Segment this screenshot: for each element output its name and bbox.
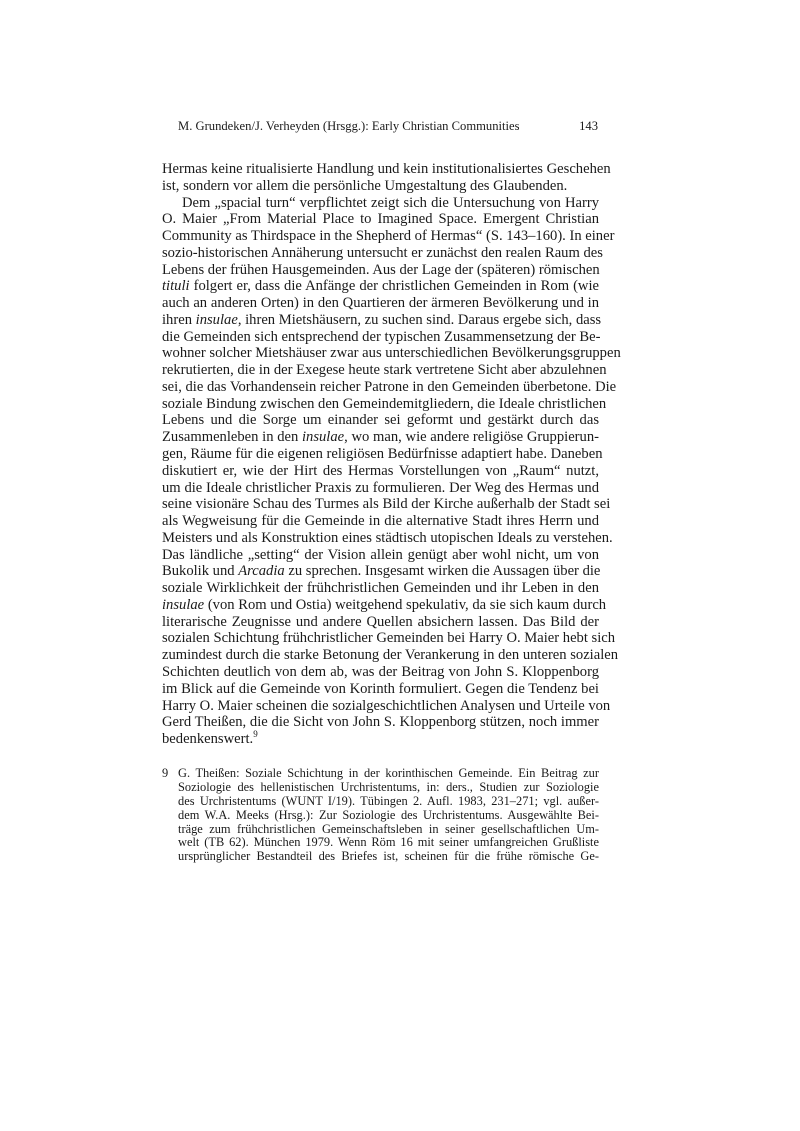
text-line: [162, 614, 599, 631]
text-line: [162, 329, 599, 346]
text-line: [162, 547, 599, 564]
text-line: [162, 161, 611, 178]
text-run: seine visionäre Schau des Turmes als Bild der Kirche außerhalb der Stadt sei: [162, 496, 611, 513]
text-run: ihren: [162, 311, 196, 328]
text-run: um die Ideale christlicher Praxis zu formulieren. Der Weg des Hermas und: [162, 479, 599, 496]
text-run: diskutiert er, wie der Hirt des Hermas Vorstellungen von „Raum“ nutzt,: [162, 462, 599, 479]
text-line: [162, 211, 599, 228]
text-run: folgert er, dass die Anfänge der christlichen Gemeinden in Rom (wie: [189, 278, 599, 295]
text-line: [162, 563, 599, 580]
text-run: rekrutierten, die in der Exegese heute stark vertretene Sicht aber abzulehnen: [162, 362, 607, 379]
text-run: Hermas keine ritualisierte Handlung und kein institutionalisiertes Geschehen: [162, 161, 611, 177]
footnote-number: 9: [162, 766, 169, 780]
footnote-reference[interactable]: 9: [253, 729, 258, 740]
footnote-text: [178, 767, 599, 864]
italic-term: Arcadia: [238, 563, 285, 580]
text-line: [162, 412, 599, 429]
text-run: Das ländliche „setting“ der Vision allein genügt aber wohl nicht, um von: [162, 546, 599, 563]
text-line: [162, 596, 607, 614]
text-line: [162, 228, 615, 245]
text-run: als Wegweisung für die Gemeinde in die alternative Stadt ihres Herrn und: [162, 513, 599, 530]
body-text: [162, 161, 621, 748]
footnote-line: Soziologie des hellenistischen Urchristentums, in: ders., Studien zur Soziologie: [178, 779, 599, 794]
page-number: 143: [579, 119, 598, 133]
text-run: zumindest durch die starke Betonung der Verankerung in den unteren sozialen: [162, 647, 619, 664]
running-title: M. Grundeken/J. Verheyden (Hrsgg.): Early Christian Communities: [178, 119, 520, 133]
text-run: Zusammenleben in den: [162, 429, 302, 446]
text-run: auch an anderen Orten) in den Quartieren der ärmeren Bevölkerung und in: [162, 295, 599, 312]
text-run: Meisters und als Konstruktion eines städtisch utopischen Ideals zu verstehen.: [162, 529, 613, 546]
text-run: sozio-historischen Annäherung untersucht er zunächst den realen Raum des: [162, 244, 603, 261]
text-line: [162, 480, 599, 497]
text-line: [162, 362, 607, 379]
footnote: [162, 767, 599, 864]
footnote-line: träge zum frühchristlichen Gemeinschaftsleben in seiner gesellschaftlichen Um-: [178, 821, 599, 836]
text-line: [162, 446, 603, 463]
text-line: [162, 295, 599, 312]
text-run: Harry O. Maier scheinen die sozialgeschichtlichen Analysen und Urteile von: [162, 697, 611, 714]
text-line: [162, 244, 603, 262]
text-run: sei, die das Vorhandensein reicher Patrone in den Gemeinden überbetone. Die: [162, 378, 617, 395]
text-run: literarische Zeugnisse und andere Quellen absichern lassen. Das Bild der: [162, 613, 599, 630]
footnote-line: ursprünglicher Bestandteil des Briefes ist, scheinen für die frühe römische Ge-: [178, 849, 599, 864]
text-run: soziale Wirklichkeit der frühchristlichen Gemeinden und ihr Leben in den: [162, 580, 599, 597]
text-line: [162, 647, 619, 664]
text-line: [162, 513, 599, 530]
text-run: Gerd Theißen, die die Sicht von John S. Kloppenborg stützen, noch immer: [162, 714, 599, 731]
text-line: [162, 395, 607, 413]
text-run: bedenkenswert.: [162, 731, 254, 748]
text-line: [162, 429, 599, 446]
text-run: Bukolik und: [162, 563, 239, 580]
text-line: [162, 178, 599, 195]
text-run: ist, sondern vor allem die persönliche Umgestaltung des Glaubenden.: [162, 177, 568, 194]
text-line: [162, 345, 621, 362]
text-line: [162, 278, 599, 295]
text-run: Lebens der frühen Hausgemeinden. Aus der Lage der (späteren) römischen: [162, 261, 600, 278]
text-run: Schichten deutlich von dem ab, was der Beitrag von John S. Kloppenborg: [162, 663, 599, 680]
text-line: [162, 463, 599, 480]
text-line: [162, 262, 599, 279]
text-run: die Gemeinden sich entsprechend der typischen Zusammensetzung der Be-: [162, 328, 601, 345]
text-run: gen, Räume für die eigenen religiösen Bedürfnisse adaptiert habe. Daneben: [162, 446, 603, 463]
text-run: , wo man, wie andere religiöse Gruppierun-: [344, 429, 599, 446]
italic-term: insulae: [162, 596, 205, 613]
text-line: [162, 681, 599, 698]
text-line: [162, 697, 611, 715]
text-run: Lebens und die Sorge um einander sei geformt und gestärkt durch das: [162, 412, 599, 429]
text-line: [162, 630, 616, 647]
text-run: im Blick auf die Gemeinde von Korinth formuliert. Gegen die Tendenz bei: [162, 680, 599, 697]
text-line: [162, 529, 613, 547]
italic-term: insulae: [195, 311, 238, 328]
text-run: soziale Bindung zwischen den Gemeindemitgliedern, die Ideale christlichen: [162, 395, 607, 412]
text-run: zu sprechen. Insgesamt wirken die Aussagen über die: [284, 563, 601, 580]
footnote-line: G. Theißen: Soziale Schichtung in der korinthischen Gemeinde. Ein Beitrag zur: [178, 766, 599, 780]
text-run: sozialen Schichtung frühchristlicher Gemeinden bei Harry O. Maier hebt sich: [162, 630, 616, 647]
text-run: O. Maier „From Material Place to Imagined Space. Emergent Christian: [162, 211, 599, 228]
text-run: Dem „spacial turn“ verpflichtet zeigt sich die Untersuchung von Harry: [182, 194, 599, 211]
text-line: [162, 496, 611, 513]
text-line: [162, 378, 617, 396]
text-run: , ihren Mietshäusern, zu suchen sind. Daraus ergebe sich, dass: [237, 311, 602, 328]
text-run: wohner solcher Mietshäuser zwar aus unterschiedlichen Bevölkerungsgruppen: [162, 345, 621, 362]
text-line: [162, 714, 599, 731]
text-line: [162, 311, 602, 329]
text-run: (von Rom und Ostia) weitgehend spekulativ, da sie sich kaum durch: [204, 596, 607, 613]
text-line: [162, 731, 599, 748]
italic-term: insulae: [301, 429, 345, 446]
text-run: Community as Thirdspace in the Shepherd of Hermas“ (S. 143–160). In einer: [162, 228, 615, 245]
footnote-line: des Urchristentums (WUNT I/19). Tübingen 2. Aufl. 1983, 231–271; vgl. außer-: [178, 793, 599, 808]
text-line: [162, 664, 599, 681]
footnote-line: welt (TB 62). München 1979. Wenn Röm 16 mit seiner umfangreichen Grußliste: [178, 835, 599, 850]
text-line: [162, 195, 599, 212]
text-line: [162, 580, 599, 597]
italic-term: tituli: [162, 278, 190, 295]
footnote-line: dem W.A. Meeks (Hrsg.): Zur Soziologie des Urchristentums. Ausgewählte Bei-: [178, 807, 599, 822]
running-header: [178, 119, 598, 134]
